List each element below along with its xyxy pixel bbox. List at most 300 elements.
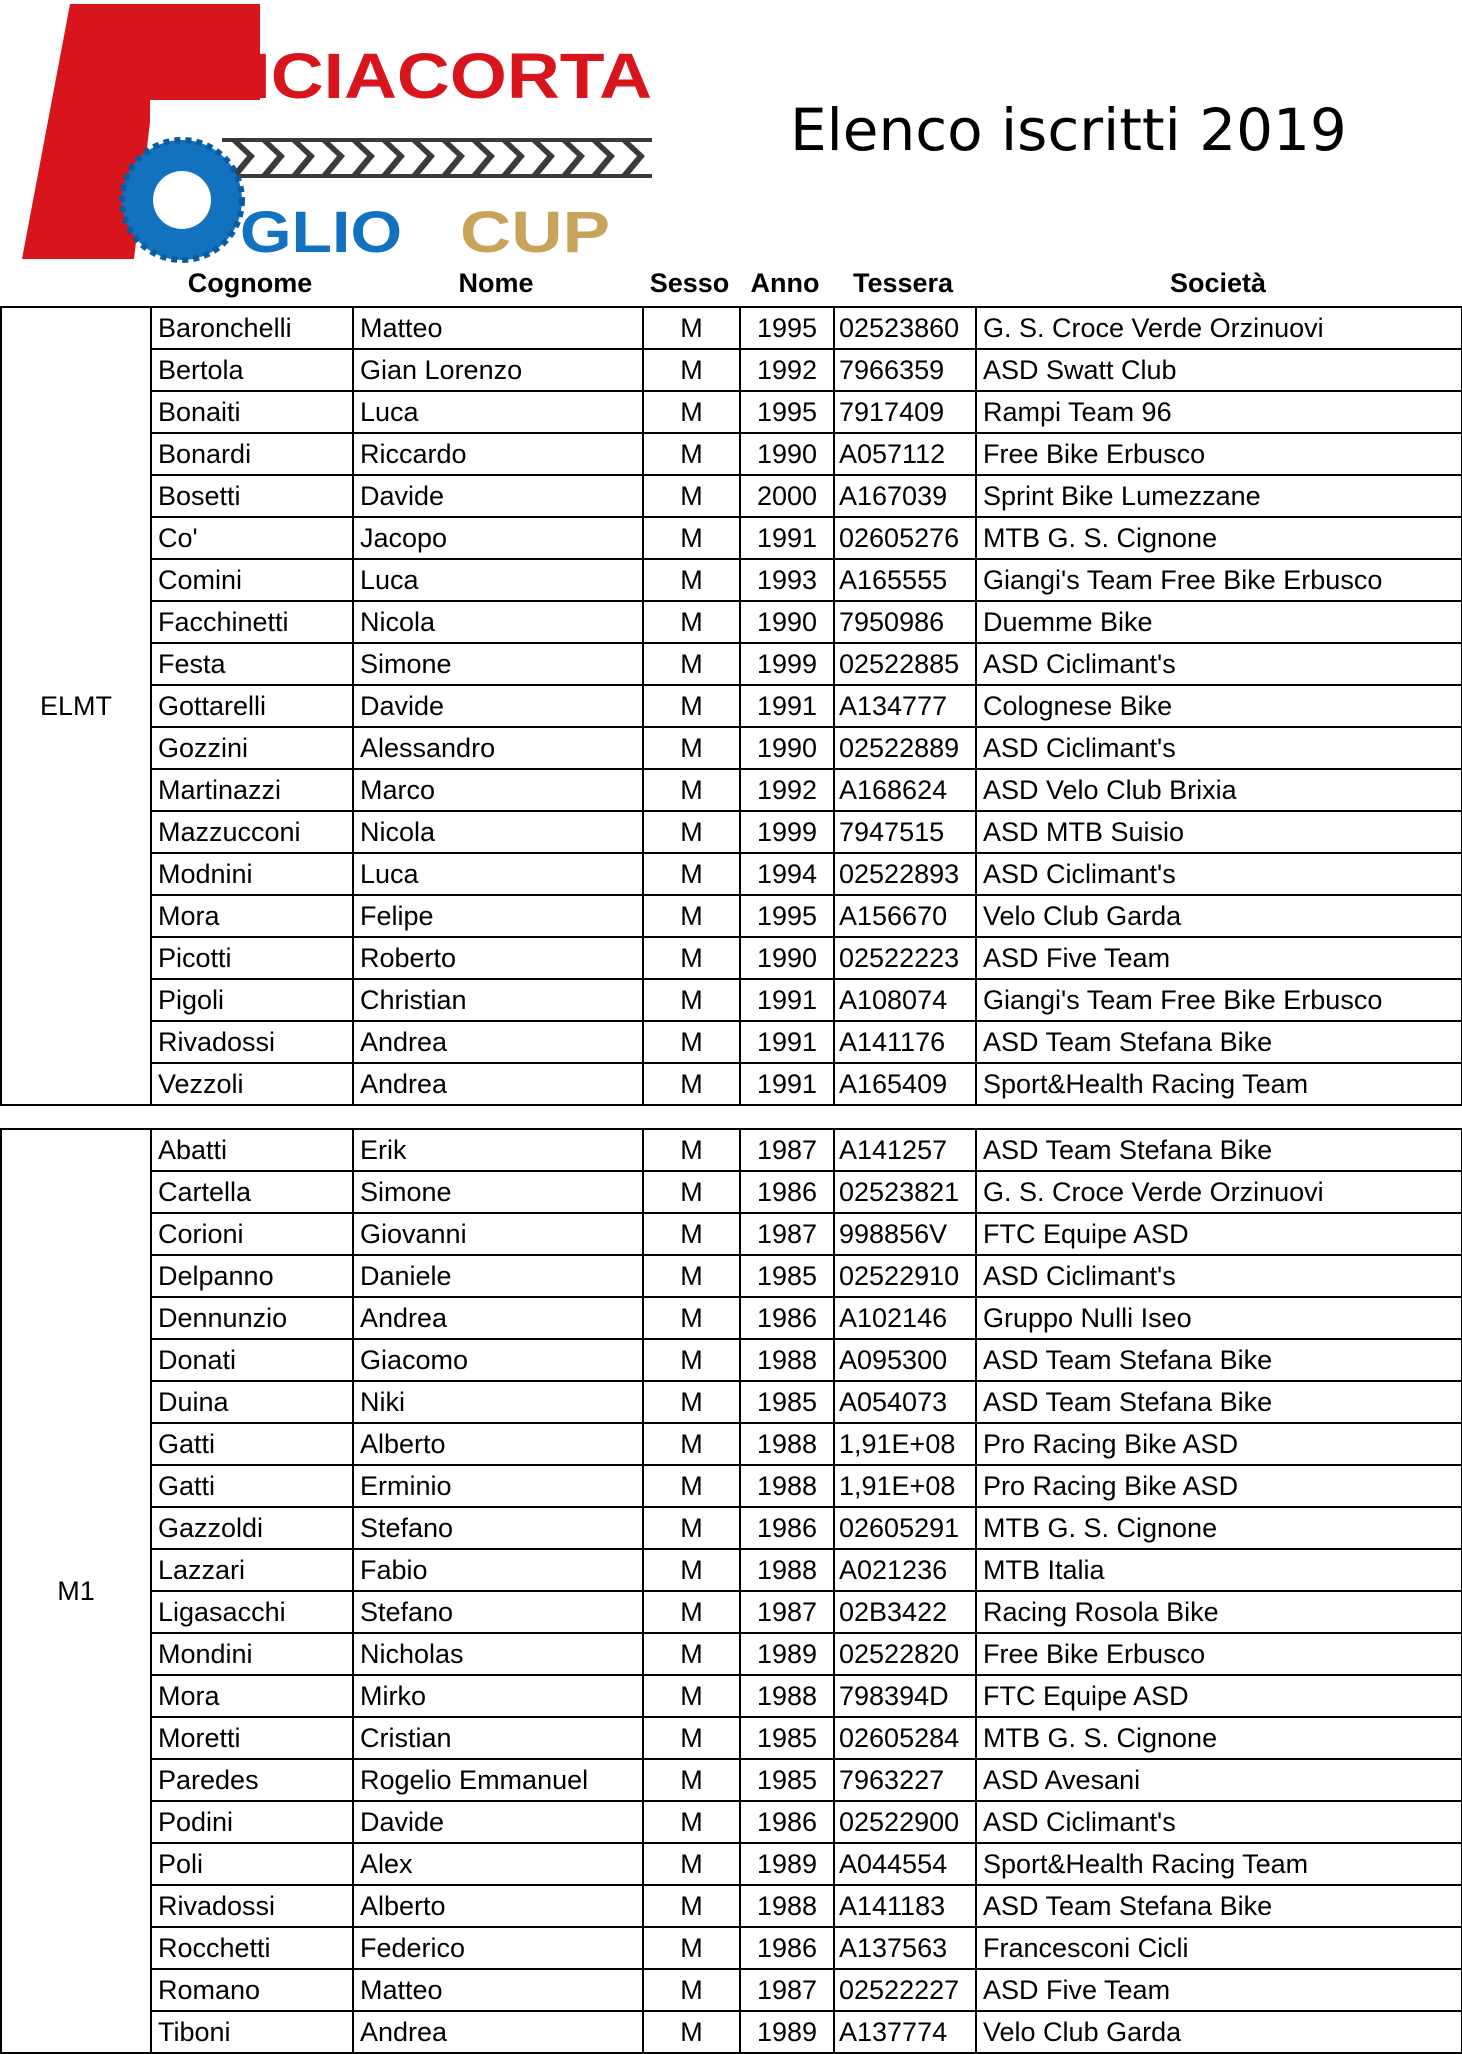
cell-card: 02522889 (834, 727, 976, 769)
cell-surname: Delpanno (151, 1255, 353, 1297)
cell-card: A134777 (834, 685, 976, 727)
cell-year: 1993 (740, 559, 834, 601)
table-row (1, 1171, 1462, 1213)
cell-sex: M (643, 1675, 740, 1717)
cell-name: Matteo (353, 1969, 643, 2011)
cell-year: 1986 (740, 1507, 834, 1549)
cell-club: Giangi's Team Free Bike Erbusco (976, 559, 1462, 601)
cell-sex: M (643, 811, 740, 853)
table-row (1, 1885, 1462, 1927)
cell-year: 1991 (740, 685, 834, 727)
cell-surname: Vezzoli (151, 1063, 353, 1105)
tyre-track (222, 138, 652, 178)
cell-surname: Dennunzio (151, 1297, 353, 1339)
cell-name: Luca (353, 391, 643, 433)
cell-surname: Abatti (151, 1129, 353, 1171)
cell-card: 02522893 (834, 853, 976, 895)
cell-card: A141176 (834, 1021, 976, 1063)
cell-club: ASD Five Team (976, 1969, 1462, 2011)
cell-club: G. S. Croce Verde Orzinuovi (976, 1171, 1462, 1213)
table-row (1, 1759, 1462, 1801)
cell-club: ASD Team Stefana Bike (976, 1339, 1462, 1381)
cell-year: 1987 (740, 1213, 834, 1255)
table-row (1, 1423, 1462, 1465)
cell-card: 02605291 (834, 1507, 976, 1549)
col-header-name: Nome (458, 268, 534, 298)
cell-card: 02523860 (834, 307, 976, 349)
cell-name: Andrea (353, 1063, 643, 1105)
cell-year: 1991 (740, 517, 834, 559)
cell-name: Marco (353, 769, 643, 811)
cell-card: A141257 (834, 1129, 976, 1171)
cell-year: 1985 (740, 1759, 834, 1801)
cell-sex: M (643, 1591, 740, 1633)
cell-surname: Podini (151, 1801, 353, 1843)
cell-club: Pro Racing Bike ASD (976, 1465, 1462, 1507)
cell-card: A167039 (834, 475, 976, 517)
cell-year: 1987 (740, 1969, 834, 2011)
cell-year: 1986 (740, 1297, 834, 1339)
cell-surname: Bonaiti (151, 391, 353, 433)
table-row (1, 811, 1462, 853)
entries-table-m1 (0, 1128, 1462, 2054)
cell-card: 998856V (834, 1213, 976, 1255)
cell-year: 1990 (740, 601, 834, 643)
cell-card: 02523821 (834, 1171, 976, 1213)
cell-sex: M (643, 937, 740, 979)
cell-sex: M (643, 1171, 740, 1213)
cell-name: Andrea (353, 1297, 643, 1339)
cell-year: 1987 (740, 1129, 834, 1171)
cell-name: Alberto (353, 1423, 643, 1465)
cell-card: A165555 (834, 559, 976, 601)
cell-year: 1992 (740, 349, 834, 391)
cell-year: 1985 (740, 1717, 834, 1759)
cell-sex: M (643, 475, 740, 517)
table-row (1, 433, 1462, 475)
cell-sex: M (643, 391, 740, 433)
cell-card: 02522900 (834, 1801, 976, 1843)
cell-sex: M (643, 769, 740, 811)
cell-club: Sport&Health Racing Team (976, 1063, 1462, 1105)
cell-surname: Duina (151, 1381, 353, 1423)
cell-name: Riccardo (353, 433, 643, 475)
cell-card: 7917409 (834, 391, 976, 433)
cell-name: Stefano (353, 1591, 643, 1633)
cell-sex: M (643, 601, 740, 643)
cell-sex: M (643, 1801, 740, 1843)
table-row (1, 1675, 1462, 1717)
cell-card: 798394D (834, 1675, 976, 1717)
table-row (1, 853, 1462, 895)
cell-club: ASD Ciclimant's (976, 853, 1462, 895)
col-header-surname: Cognome (187, 268, 313, 298)
table-row (1, 307, 1462, 349)
cell-club: FTC Equipe ASD (976, 1675, 1462, 1717)
table-row (1, 1843, 1462, 1885)
cell-sex: M (643, 1759, 740, 1801)
cell-name: Matteo (353, 307, 643, 349)
table-row (1, 1591, 1462, 1633)
cell-surname: Mondini (151, 1633, 353, 1675)
cell-name: Erminio (353, 1465, 643, 1507)
cell-year: 1988 (740, 1885, 834, 1927)
cell-year: 1995 (740, 307, 834, 349)
cell-club: Racing Rosola Bike (976, 1591, 1462, 1633)
cell-name: Nicholas (353, 1633, 643, 1675)
cell-sex: M (643, 433, 740, 475)
cell-card: 02605276 (834, 517, 976, 559)
cell-club: Sprint Bike Lumezzane (976, 475, 1462, 517)
table-row (1, 391, 1462, 433)
cell-club: MTB G. S. Cignone (976, 1507, 1462, 1549)
cell-year: 1991 (740, 979, 834, 1021)
table-row (1, 1129, 1462, 1171)
cell-sex: M (643, 1129, 740, 1171)
cell-year: 1995 (740, 391, 834, 433)
cell-card: 02605284 (834, 1717, 976, 1759)
cell-club: Free Bike Erbusco (976, 1633, 1462, 1675)
cell-surname: Tiboni (151, 2011, 353, 2053)
cell-name: Davide (353, 1801, 643, 1843)
cell-surname: Poli (151, 1843, 353, 1885)
cell-surname: Rivadossi (151, 1021, 353, 1063)
cell-club: ASD MTB Suisio (976, 811, 1462, 853)
cell-club: Colognese Bike (976, 685, 1462, 727)
table-row (1, 1213, 1462, 1255)
cell-card: A102146 (834, 1297, 976, 1339)
table-row (1, 1297, 1462, 1339)
cell-year: 1988 (740, 1675, 834, 1717)
col-header-club: Società (1169, 268, 1267, 298)
cell-surname: Picotti (151, 937, 353, 979)
cell-club: ASD Five Team (976, 937, 1462, 979)
cell-year: 1988 (740, 1423, 834, 1465)
cell-sex: M (643, 895, 740, 937)
cell-name: Jacopo (353, 517, 643, 559)
cell-name: Alex (353, 1843, 643, 1885)
table-row (1, 1549, 1462, 1591)
category-cell: ELMT (1, 307, 151, 1105)
cell-club: Free Bike Erbusco (976, 433, 1462, 475)
cell-year: 1988 (740, 1549, 834, 1591)
cell-year: 1994 (740, 853, 834, 895)
entries-table-elmt (0, 306, 1462, 1106)
cell-name: Simone (353, 643, 643, 685)
cell-surname: Baronchelli (151, 307, 353, 349)
cell-name: Fabio (353, 1549, 643, 1591)
cell-sex: M (643, 685, 740, 727)
cell-surname: Rivadossi (151, 1885, 353, 1927)
cell-sex: M (643, 2011, 740, 2053)
cell-surname: Lazzari (151, 1549, 353, 1591)
cell-sex: M (643, 1507, 740, 1549)
cell-card: 7966359 (834, 349, 976, 391)
cell-name: Davide (353, 475, 643, 517)
table-row (1, 1063, 1462, 1105)
cell-sex: M (643, 979, 740, 1021)
cell-surname: Romano (151, 1969, 353, 2011)
cell-card: 1,91E+08 (834, 1465, 976, 1507)
cell-surname: Moretti (151, 1717, 353, 1759)
cell-card: A141183 (834, 1885, 976, 1927)
cell-sex: M (643, 1927, 740, 1969)
cell-card: A054073 (834, 1381, 976, 1423)
cell-card: 7947515 (834, 811, 976, 853)
cell-surname: Cartella (151, 1171, 353, 1213)
cell-sex: M (643, 1843, 740, 1885)
col-header-sex: Sesso (649, 268, 730, 298)
cell-card: 02B3422 (834, 1591, 976, 1633)
table-row (1, 1633, 1462, 1675)
cell-sex: M (643, 1969, 740, 2011)
cell-club: ASD Ciclimant's (976, 1801, 1462, 1843)
cell-name: Rogelio Emmanuel (353, 1759, 643, 1801)
column-header-row (0, 266, 1462, 304)
table-row (1, 1255, 1462, 1297)
cell-club: ASD Ciclimant's (976, 643, 1462, 685)
cell-sex: M (643, 559, 740, 601)
cell-card: A095300 (834, 1339, 976, 1381)
cell-card: 1,91E+08 (834, 1423, 976, 1465)
cell-club: Velo Club Garda (976, 895, 1462, 937)
cell-name: Nicola (353, 601, 643, 643)
cell-sex: M (643, 1381, 740, 1423)
table-row (1, 1465, 1462, 1507)
cell-surname: Gatti (151, 1465, 353, 1507)
cell-club: ASD Avesani (976, 1759, 1462, 1801)
table-row (1, 685, 1462, 727)
table-row (1, 1381, 1462, 1423)
cell-surname: Pigoli (151, 979, 353, 1021)
cell-club: ASD Team Stefana Bike (976, 1129, 1462, 1171)
cell-year: 1985 (740, 1381, 834, 1423)
cell-sex: M (643, 349, 740, 391)
cell-club: ASD Team Stefana Bike (976, 1885, 1462, 1927)
cell-surname: Gatti (151, 1423, 353, 1465)
table-row (1, 517, 1462, 559)
cell-name: Mirko (353, 1675, 643, 1717)
cell-year: 1987 (740, 1591, 834, 1633)
cell-card: A044554 (834, 1843, 976, 1885)
cell-card: A156670 (834, 895, 976, 937)
cell-sex: M (643, 853, 740, 895)
cell-year: 1991 (740, 1021, 834, 1063)
table-row (1, 895, 1462, 937)
table-row (1, 349, 1462, 391)
cell-card: 02522885 (834, 643, 976, 685)
cell-year: 1992 (740, 769, 834, 811)
cell-surname: Rocchetti (151, 1927, 353, 1969)
cell-sex: M (643, 643, 740, 685)
cell-name: Gian Lorenzo (353, 349, 643, 391)
table-row (1, 1969, 1462, 2011)
cell-surname: Mora (151, 895, 353, 937)
cell-name: Alberto (353, 1885, 643, 1927)
cell-year: 1985 (740, 1255, 834, 1297)
cell-club: ASD Ciclimant's (976, 727, 1462, 769)
cell-year: 1991 (740, 1063, 834, 1105)
cell-year: 1990 (740, 937, 834, 979)
table-row (1, 769, 1462, 811)
table-row (1, 1801, 1462, 1843)
cell-card: A137563 (834, 1927, 976, 1969)
cell-surname: Gazzoldi (151, 1507, 353, 1549)
cell-name: Luca (353, 853, 643, 895)
table-row (1, 2011, 1462, 2053)
cell-club: MTB G. S. Cignone (976, 517, 1462, 559)
cell-sex: M (643, 307, 740, 349)
cell-name: Luca (353, 559, 643, 601)
cell-club: Duemme Bike (976, 601, 1462, 643)
cell-name: Christian (353, 979, 643, 1021)
cell-name: Giovanni (353, 1213, 643, 1255)
cell-club: ASD Velo Club Brixia (976, 769, 1462, 811)
table-row (1, 979, 1462, 1021)
cell-name: Felipe (353, 895, 643, 937)
cell-sex: M (643, 1255, 740, 1297)
logo-brand-text: RANCIACORTA (112, 40, 652, 112)
cell-club: ASD Ciclimant's (976, 1255, 1462, 1297)
cell-sex: M (643, 1717, 740, 1759)
cell-name: Stefano (353, 1507, 643, 1549)
cell-surname: Festa (151, 643, 353, 685)
cell-year: 1989 (740, 2011, 834, 2053)
cell-name: Roberto (353, 937, 643, 979)
cell-sex: M (643, 1021, 740, 1063)
col-header-year: Anno (750, 268, 820, 298)
cell-surname: Donati (151, 1339, 353, 1381)
cell-surname: Mazzucconi (151, 811, 353, 853)
cell-year: 2000 (740, 475, 834, 517)
cell-club: Velo Club Garda (976, 2011, 1462, 2053)
cell-card: 7963227 (834, 1759, 976, 1801)
franciacorta-oglio-cup-logo (22, 4, 652, 269)
cell-sex: M (643, 1465, 740, 1507)
logo-cup-text: CUP (460, 200, 610, 265)
table-row (1, 937, 1462, 979)
cell-surname: Bonardi (151, 433, 353, 475)
table-row (1, 1927, 1462, 1969)
cell-sex: M (643, 517, 740, 559)
cell-name: Niki (353, 1381, 643, 1423)
cell-year: 1995 (740, 895, 834, 937)
cell-name: Giacomo (353, 1339, 643, 1381)
cell-card: A057112 (834, 433, 976, 475)
cell-surname: Facchinetti (151, 601, 353, 643)
cell-year: 1990 (740, 433, 834, 475)
cell-sex: M (643, 1063, 740, 1105)
cell-name: Erik (353, 1129, 643, 1171)
col-header-card: Tessera (852, 268, 954, 298)
cell-club: FTC Equipe ASD (976, 1213, 1462, 1255)
table-row (1, 559, 1462, 601)
cell-card: 02522227 (834, 1969, 976, 2011)
cell-card: A137774 (834, 2011, 976, 2053)
cell-year: 1986 (740, 1927, 834, 1969)
category-cell: M1 (1, 1129, 151, 2053)
table-row (1, 1507, 1462, 1549)
cell-sex: M (643, 1633, 740, 1675)
cell-name: Andrea (353, 2011, 643, 2053)
cell-card: 02522910 (834, 1255, 976, 1297)
cell-surname: Co' (151, 517, 353, 559)
cell-surname: Ligasacchi (151, 1591, 353, 1633)
cell-name: Nicola (353, 811, 643, 853)
cell-club: Francesconi Cicli (976, 1927, 1462, 1969)
cell-sex: M (643, 1423, 740, 1465)
cell-name: Andrea (353, 1021, 643, 1063)
cell-card: A021236 (834, 1549, 976, 1591)
cell-year: 1986 (740, 1171, 834, 1213)
cell-card: 7950986 (834, 601, 976, 643)
cell-year: 1999 (740, 811, 834, 853)
table-row (1, 601, 1462, 643)
cell-club: Giangi's Team Free Bike Erbusco (976, 979, 1462, 1021)
cell-sex: M (643, 1549, 740, 1591)
cell-club: G. S. Croce Verde Orzinuovi (976, 307, 1462, 349)
cell-year: 1989 (740, 1843, 834, 1885)
table-row (1, 1021, 1462, 1063)
cell-club: Pro Racing Bike ASD (976, 1423, 1462, 1465)
cell-card: 02522223 (834, 937, 976, 979)
cell-surname: Modnini (151, 853, 353, 895)
cell-club: MTB G. S. Cignone (976, 1717, 1462, 1759)
cell-name: Alessandro (353, 727, 643, 769)
cell-sex: M (643, 1213, 740, 1255)
cell-name: Cristian (353, 1717, 643, 1759)
cell-year: 1999 (740, 643, 834, 685)
cell-surname: Bertola (151, 349, 353, 391)
cell-year: 1988 (740, 1465, 834, 1507)
cell-surname: Paredes (151, 1759, 353, 1801)
table-row (1, 643, 1462, 685)
page-title: Elenco iscritti 2019 (790, 96, 1347, 164)
table-row (1, 1717, 1462, 1759)
cell-club: MTB Italia (976, 1549, 1462, 1591)
cell-surname: Mora (151, 1675, 353, 1717)
cell-name: Daniele (353, 1255, 643, 1297)
table-row (1, 727, 1462, 769)
cell-club: ASD Team Stefana Bike (976, 1021, 1462, 1063)
cell-sex: M (643, 1339, 740, 1381)
cell-surname: Gottarelli (151, 685, 353, 727)
cell-surname: Corioni (151, 1213, 353, 1255)
cell-card: 02522820 (834, 1633, 976, 1675)
cell-sex: M (643, 1297, 740, 1339)
cell-sex: M (643, 727, 740, 769)
cell-surname: Bosetti (151, 475, 353, 517)
cell-card: A168624 (834, 769, 976, 811)
cell-surname: Martinazzi (151, 769, 353, 811)
cell-club: ASD Swatt Club (976, 349, 1462, 391)
cell-name: Simone (353, 1171, 643, 1213)
cell-sex: M (643, 1885, 740, 1927)
cell-club: ASD Team Stefana Bike (976, 1381, 1462, 1423)
logo-oglio-text: GLIO (240, 200, 402, 265)
cell-year: 1988 (740, 1339, 834, 1381)
cell-year: 1989 (740, 1633, 834, 1675)
cell-club: Rampi Team 96 (976, 391, 1462, 433)
cell-name: Federico (353, 1927, 643, 1969)
cell-club: Gruppo Nulli Iseo (976, 1297, 1462, 1339)
cell-card: A108074 (834, 979, 976, 1021)
cell-name: Davide (353, 685, 643, 727)
cell-year: 1986 (740, 1801, 834, 1843)
tyre-o-icon (122, 140, 242, 260)
table-row (1, 475, 1462, 517)
table-row (1, 1339, 1462, 1381)
